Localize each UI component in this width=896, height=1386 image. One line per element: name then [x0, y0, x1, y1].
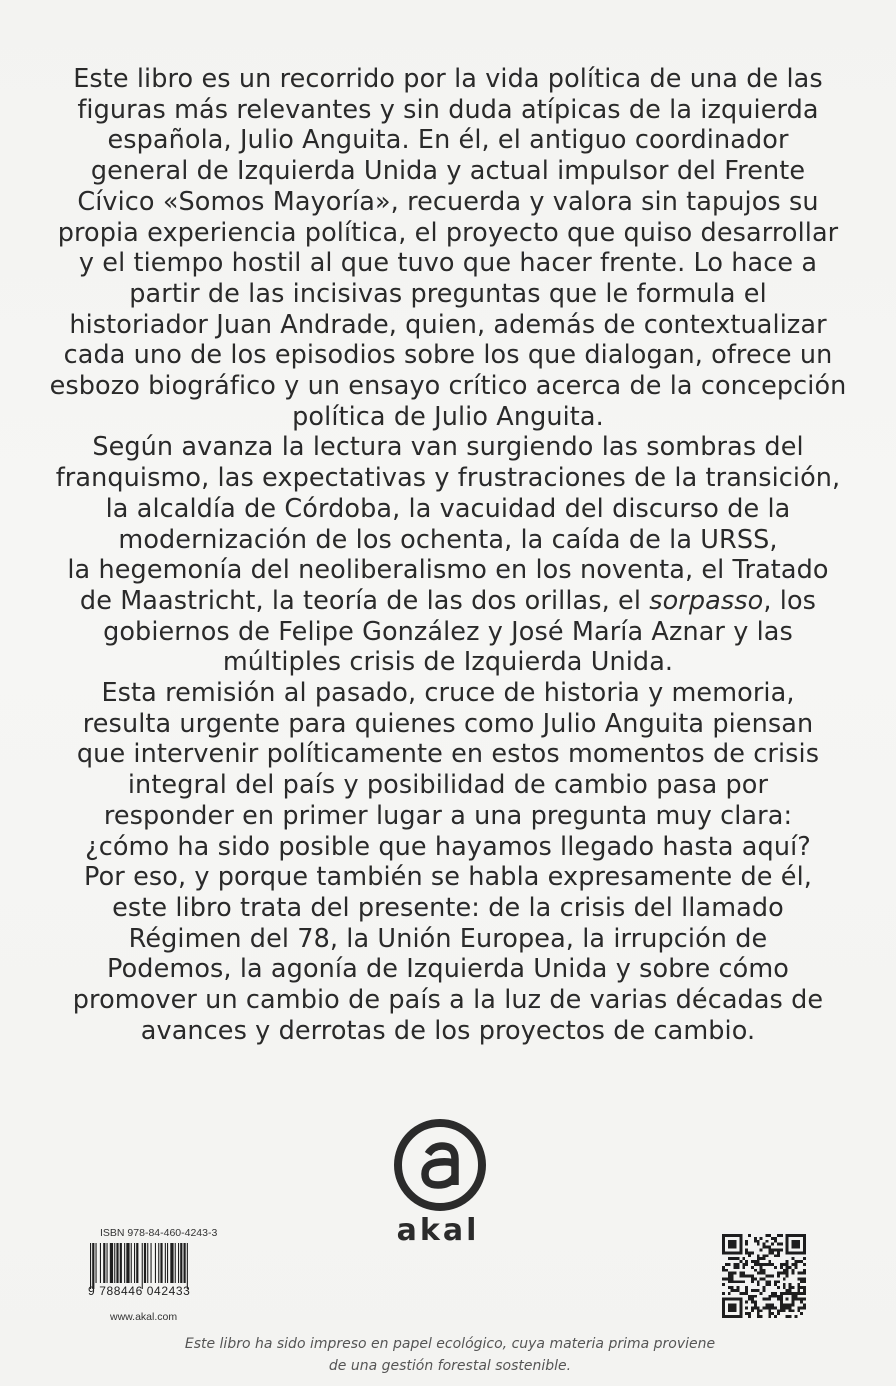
blurb-line — [40, 985, 856, 1016]
blurb-text: resulta urgente para quienes como Julio Anguita piensan — [82, 708, 814, 739]
blurb-text: la hegemonía del neoliberalismo en los noventa, el Tratado — [67, 555, 829, 586]
publisher-website: www.akal.com — [110, 1311, 178, 1323]
blurb-text: avances y derrotas de los proyectos de cambio. — [140, 1015, 756, 1046]
blurb-text: política de Julio Anguita. — [292, 401, 604, 432]
blurb-text: y el tiempo hostil al que tuvo que hacer frente. Lo hace a — [78, 248, 818, 279]
blurb-text: de Maastricht, la teoría de las dos orillas, el — [79, 585, 650, 616]
blurb-italic-term: sorpasso — [649, 585, 764, 616]
blurb-text: franquismo, las expectativas y frustraciones de la transición, — [55, 463, 841, 494]
blurb-line — [40, 770, 856, 801]
back-cover-blurb — [40, 64, 856, 1047]
blurb-text: cada uno de los episodios sobre los que dialogan, ofrece un — [63, 340, 833, 371]
blurb-line — [40, 647, 856, 678]
blurb-text: Podemos, la agonía de Izquierda Unida y sobre cómo — [107, 954, 789, 985]
blurb-text: promover un cambio de país a la luz de varias décadas de — [72, 985, 824, 1016]
blurb-line — [40, 678, 856, 709]
blurb-line — [40, 709, 856, 740]
blurb-line — [40, 340, 856, 371]
blurb-text: este libro trata del presente: de la crisis del llamado — [112, 892, 784, 923]
blurb-text: historiador Juan Andrade, quien, además de contextualizar — [69, 309, 827, 340]
blurb-line — [40, 402, 856, 433]
blurb-line — [40, 95, 856, 126]
blurb-line — [40, 924, 856, 955]
blurb-text: Según avanza la lectura van surgiendo las sombras del — [92, 432, 804, 463]
blurb-line — [40, 893, 856, 924]
isbn-label: ISBN 978-84-460-4243-3 — [100, 1227, 218, 1239]
blurb-line — [40, 801, 856, 832]
footer-note-line-2: de una gestión forestal sostenible. — [328, 1358, 572, 1374]
blurb-line — [40, 279, 856, 310]
blurb-line — [40, 862, 856, 893]
blurb-text: Esta remisión al pasado, cruce de historia y memoria, — [101, 678, 795, 709]
blurb-text: responder en primer lugar a una pregunta muy clara: — [103, 800, 793, 831]
blurb-line — [40, 494, 856, 525]
blurb-line — [40, 432, 856, 463]
blurb-line — [40, 586, 856, 617]
blurb-text: esbozo biográfico y un ensayo crítico acerca de la concepción — [49, 371, 847, 402]
blurb-line — [40, 156, 856, 187]
logo-letter-a-icon — [402, 1127, 478, 1203]
blurb-line — [40, 125, 856, 156]
footer-note-line-1: Este libro ha sido impreso en papel ecológico, cuya materia prima proviene — [184, 1336, 716, 1352]
blurb-line — [40, 1016, 856, 1047]
blurb-text: Este libro es un recorrido por la vida política de una de las — [73, 64, 823, 94]
blurb-line — [40, 218, 856, 249]
blurb-line — [40, 739, 856, 770]
blurb-line — [40, 248, 856, 279]
footer-note — [100, 1333, 800, 1377]
blurb-line — [40, 954, 856, 985]
logo-circle-icon — [394, 1119, 486, 1211]
blurb-text: integral del país y posibilidad de cambio pasa por — [127, 770, 769, 801]
blurb-text: Por eso, y porque también se habla expresamente de él, — [84, 862, 812, 893]
blurb-text: ¿cómo ha sido posible que hayamos llegado hasta aquí? — [85, 831, 811, 862]
blurb-text: propia experiencia política, el proyecto que quiso desarrollar — [57, 217, 839, 248]
blurb-line — [40, 832, 856, 863]
blurb-text: múltiples crisis de Izquierda Unida. — [222, 647, 674, 678]
barcode-digits: 9 788446 042433 — [88, 1284, 191, 1298]
blurb-text: española, Julio Anguita. En él, el antiguo coordinador — [107, 125, 789, 156]
blurb-text: que intervenir políticamente en estos momentos de crisis — [76, 739, 820, 770]
blurb-text: Cívico «Somos Mayoría», recuerda y valora sin tapujos su — [77, 186, 819, 217]
blurb-line — [40, 310, 856, 341]
blurb-text: , los — [763, 585, 817, 616]
qr-code-icon — [722, 1234, 806, 1318]
blurb-line — [40, 64, 856, 95]
blurb-text: Régimen del 78, la Unión Europea, la irrupción de — [128, 923, 768, 954]
blurb-line — [40, 525, 856, 556]
blurb-text: figuras más relevantes y sin duda atípicas de la izquierda — [77, 94, 819, 125]
blurb-line — [40, 463, 856, 494]
publisher-name: akal — [396, 1213, 480, 1248]
blurb-text: modernización de los ochenta, la caída de la URSS, — [118, 524, 778, 555]
blurb-line — [40, 555, 856, 586]
blurb-text: general de Izquierda Unida y actual impulsor del Frente — [90, 156, 806, 187]
blurb-text: la alcaldía de Córdoba, la vacuidad del discurso de la — [105, 493, 791, 524]
blurb-line — [40, 371, 856, 402]
blurb-text: partir de las incisivas preguntas que le formula el — [129, 278, 767, 309]
blurb-line — [40, 187, 856, 218]
blurb-text: gobiernos de Felipe González y José María Aznar y las — [103, 616, 793, 647]
blurb-line — [40, 617, 856, 648]
publisher-logo — [388, 1117, 488, 1247]
